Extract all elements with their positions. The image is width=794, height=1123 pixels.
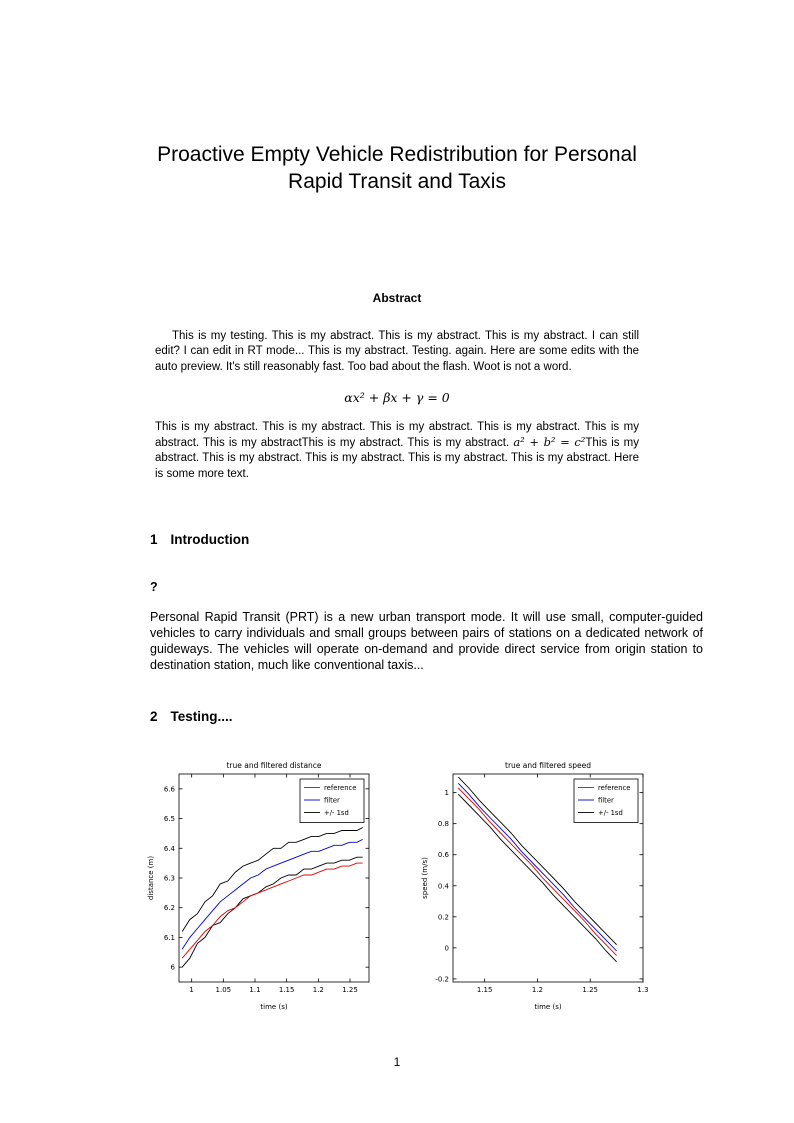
introduction-paragraph: Personal Rapid Transit (PRT) is a new urban transport mode. It will use small, computer-guided vehicles to carry individuals and small groups between pairs of stations on a dedicated network of guideways. The vehicles will operate on-demand and provide direct service from origin station to destination station, much like conventional taxis... — [150, 610, 703, 673]
svg-text:1.25: 1.25 — [342, 986, 358, 995]
page-number: 1 — [393, 1055, 401, 1069]
svg-text:time (s): time (s) — [534, 1003, 562, 1012]
question-paragraph: ? — [150, 580, 158, 595]
svg-text:6.5: 6.5 — [163, 815, 175, 824]
section-title: Introduction — [170, 532, 250, 548]
svg-text:+/- 1sd: +/- 1sd — [598, 809, 623, 818]
figures-row — [0, 758, 794, 1016]
section-heading-introduction — [150, 532, 703, 547]
svg-text:6.3: 6.3 — [163, 874, 175, 883]
section-title: Testing.... — [170, 709, 233, 725]
page-title — [0, 0, 794, 195]
abstract-paragraph-1: This is my testing. This is my abstract. This is my abstract. This is my abstract. I can still edit? I can edit in RT mode... This is my abstract. Testing. again. Here are some edits with the auto preview. It's still reasonably fast. Too bad about the flash. Woot is not a word. — [155, 330, 639, 373]
speed-chart — [419, 758, 649, 1016]
svg-text:reference: reference — [324, 784, 357, 793]
svg-text:0.8: 0.8 — [437, 820, 449, 829]
svg-text:reference: reference — [598, 784, 631, 793]
svg-text:filter: filter — [324, 796, 340, 805]
svg-text:6.2: 6.2 — [163, 904, 175, 913]
abstract-paragraph-2 — [155, 420, 639, 483]
section-number: 1 — [150, 532, 158, 548]
abstract-p2-text-before: This is my abstract. This is my abstract. This is my abstract. This is my abstract. This is my abstract. This is my abstractThis is my abstract. This is my abstract. — [155, 420, 639, 450]
svg-text:1.2: 1.2 — [312, 986, 324, 995]
svg-text:distance (m): distance (m) — [147, 856, 155, 901]
display-equation: αx² + βx + γ = 0 — [344, 390, 450, 406]
svg-text:1: 1 — [189, 986, 194, 995]
abstract-heading: Abstract — [372, 291, 422, 305]
svg-text:6.6: 6.6 — [163, 785, 175, 794]
svg-text:+/- 1sd: +/- 1sd — [324, 809, 349, 818]
distance-chart — [145, 758, 375, 1016]
section-number: 2 — [150, 709, 158, 725]
svg-text:true and filtered speed: true and filtered speed — [505, 761, 591, 771]
svg-text:true and filtered distance: true and filtered distance — [226, 761, 322, 771]
svg-text:6.1: 6.1 — [163, 934, 175, 943]
svg-text:speed (m/s): speed (m/s) — [421, 857, 429, 900]
svg-text:1.15: 1.15 — [476, 986, 493, 995]
svg-text:-0.2: -0.2 — [435, 975, 449, 984]
svg-text:0.4: 0.4 — [437, 882, 449, 891]
svg-text:0.6: 0.6 — [437, 851, 449, 860]
inline-equation: a² + b² = c² — [513, 435, 586, 450]
abstract-p2-text-after: This is my abstract. This is my abstract. This is my abstract. This is my abstract. This is my abstract. Here is some more text. — [155, 437, 640, 480]
svg-text:0.2: 0.2 — [437, 913, 449, 922]
title-line-1: Proactive Empty Vehicle Redistribution for Personal — [157, 143, 637, 166]
section-heading-testing — [150, 709, 703, 724]
svg-text:1.1: 1.1 — [249, 986, 261, 995]
svg-text:1.25: 1.25 — [582, 986, 599, 995]
abstract-body — [155, 329, 639, 482]
svg-text:6: 6 — [170, 963, 175, 972]
svg-text:1.05: 1.05 — [215, 986, 232, 995]
svg-text:filter: filter — [598, 796, 614, 805]
svg-text:1.15: 1.15 — [278, 986, 295, 995]
chart-svg — [419, 758, 649, 1016]
title-line-2: Rapid Transit and Taxis — [288, 170, 506, 193]
chart-svg — [145, 758, 375, 1016]
svg-text:1.3: 1.3 — [637, 986, 649, 995]
document-body — [150, 532, 703, 724]
svg-text:1.2: 1.2 — [531, 986, 544, 995]
svg-text:1: 1 — [444, 789, 449, 798]
svg-text:0: 0 — [444, 944, 449, 953]
svg-text:6.4: 6.4 — [163, 845, 175, 854]
svg-text:time (s): time (s) — [260, 1003, 288, 1012]
